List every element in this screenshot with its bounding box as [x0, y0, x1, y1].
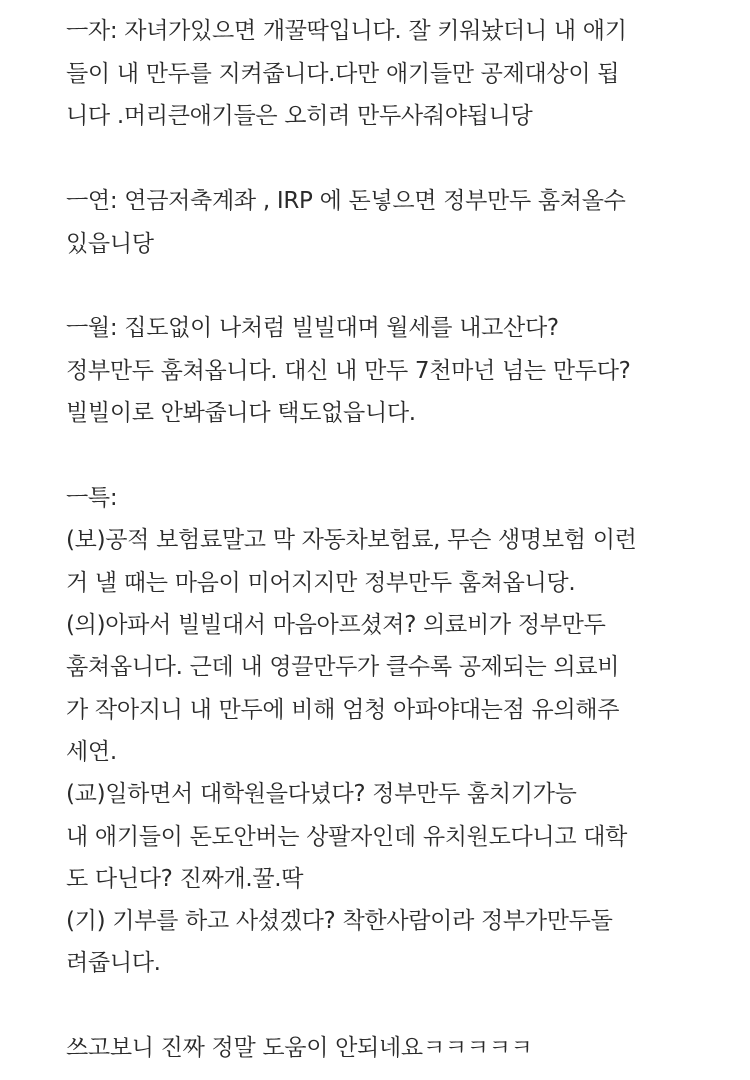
text-line: 들이 내 만두를 지켜줍니다.다만 애기들만 공제대상이 됩 [66, 61, 620, 87]
text-line: 내 애기들이 돈도안버는 상팔자인데 유치원도다니고 대학 [66, 824, 628, 850]
text-line: ㅡ특: [66, 485, 118, 511]
text-line: 세연. [66, 739, 117, 765]
text-line: (의)아파서 빌빌대서 마음아프셨져? 의료비가 정부만두 [66, 612, 606, 638]
text-line: ㅡ연: 연금저축계좌 , IRP 에 돈넣으면 정부만두 훔쳐올수 [66, 188, 626, 214]
text-line: (기) 기부를 하고 사셨겠다? 착한사람이라 정부가만두돌 [66, 908, 613, 934]
text-line: 니다 .머리큰애기들은 오히려 만두사줘야됩니당 [66, 103, 533, 129]
text-line: 가 작아지니 내 만두에 비해 엄청 아파야대는점 유의해주 [66, 697, 620, 723]
text-line: 정부만두 훔쳐옵니다. 대신 내 만두 7천마넌 넘는 만두다? [66, 358, 631, 384]
text-line: 있읍니당 [66, 231, 154, 257]
text-line: 도 다닌다? 진짜개.꿀.딱 [66, 866, 304, 892]
text-line: (교)일하면서 대학원을다녔다? 정부만두 훔치기가능 [66, 781, 577, 807]
text-line: (보)공적 보험료말고 막 자동차보험료, 무슨 생명보험 이런 [66, 527, 637, 553]
text-line: ㅡ월: 집도없이 나처럼 빌빌대며 월세를 내고산다? [66, 315, 559, 341]
text-line: 거 낼 때는 마음이 미어지지만 정부만두 훔쳐옵니당. [66, 570, 576, 596]
text-line: 빌빌이로 안봐줍니다 택도없읍니다. [66, 400, 416, 426]
text-line: ㅡ자: 자녀가있으면 개꿀딱입니다. 잘 키워놨더니 내 애기 [66, 18, 627, 44]
text-line: 쓰고보니 진짜 정말 도움이 안되네요ㅋㅋㅋㅋㅋ [66, 1035, 533, 1061]
text-line: 려줍니다. [66, 950, 161, 976]
text-line: 훔쳐옵니다. 근데 내 영끌만두가 클수록 공제되는 의료비 [66, 654, 620, 680]
